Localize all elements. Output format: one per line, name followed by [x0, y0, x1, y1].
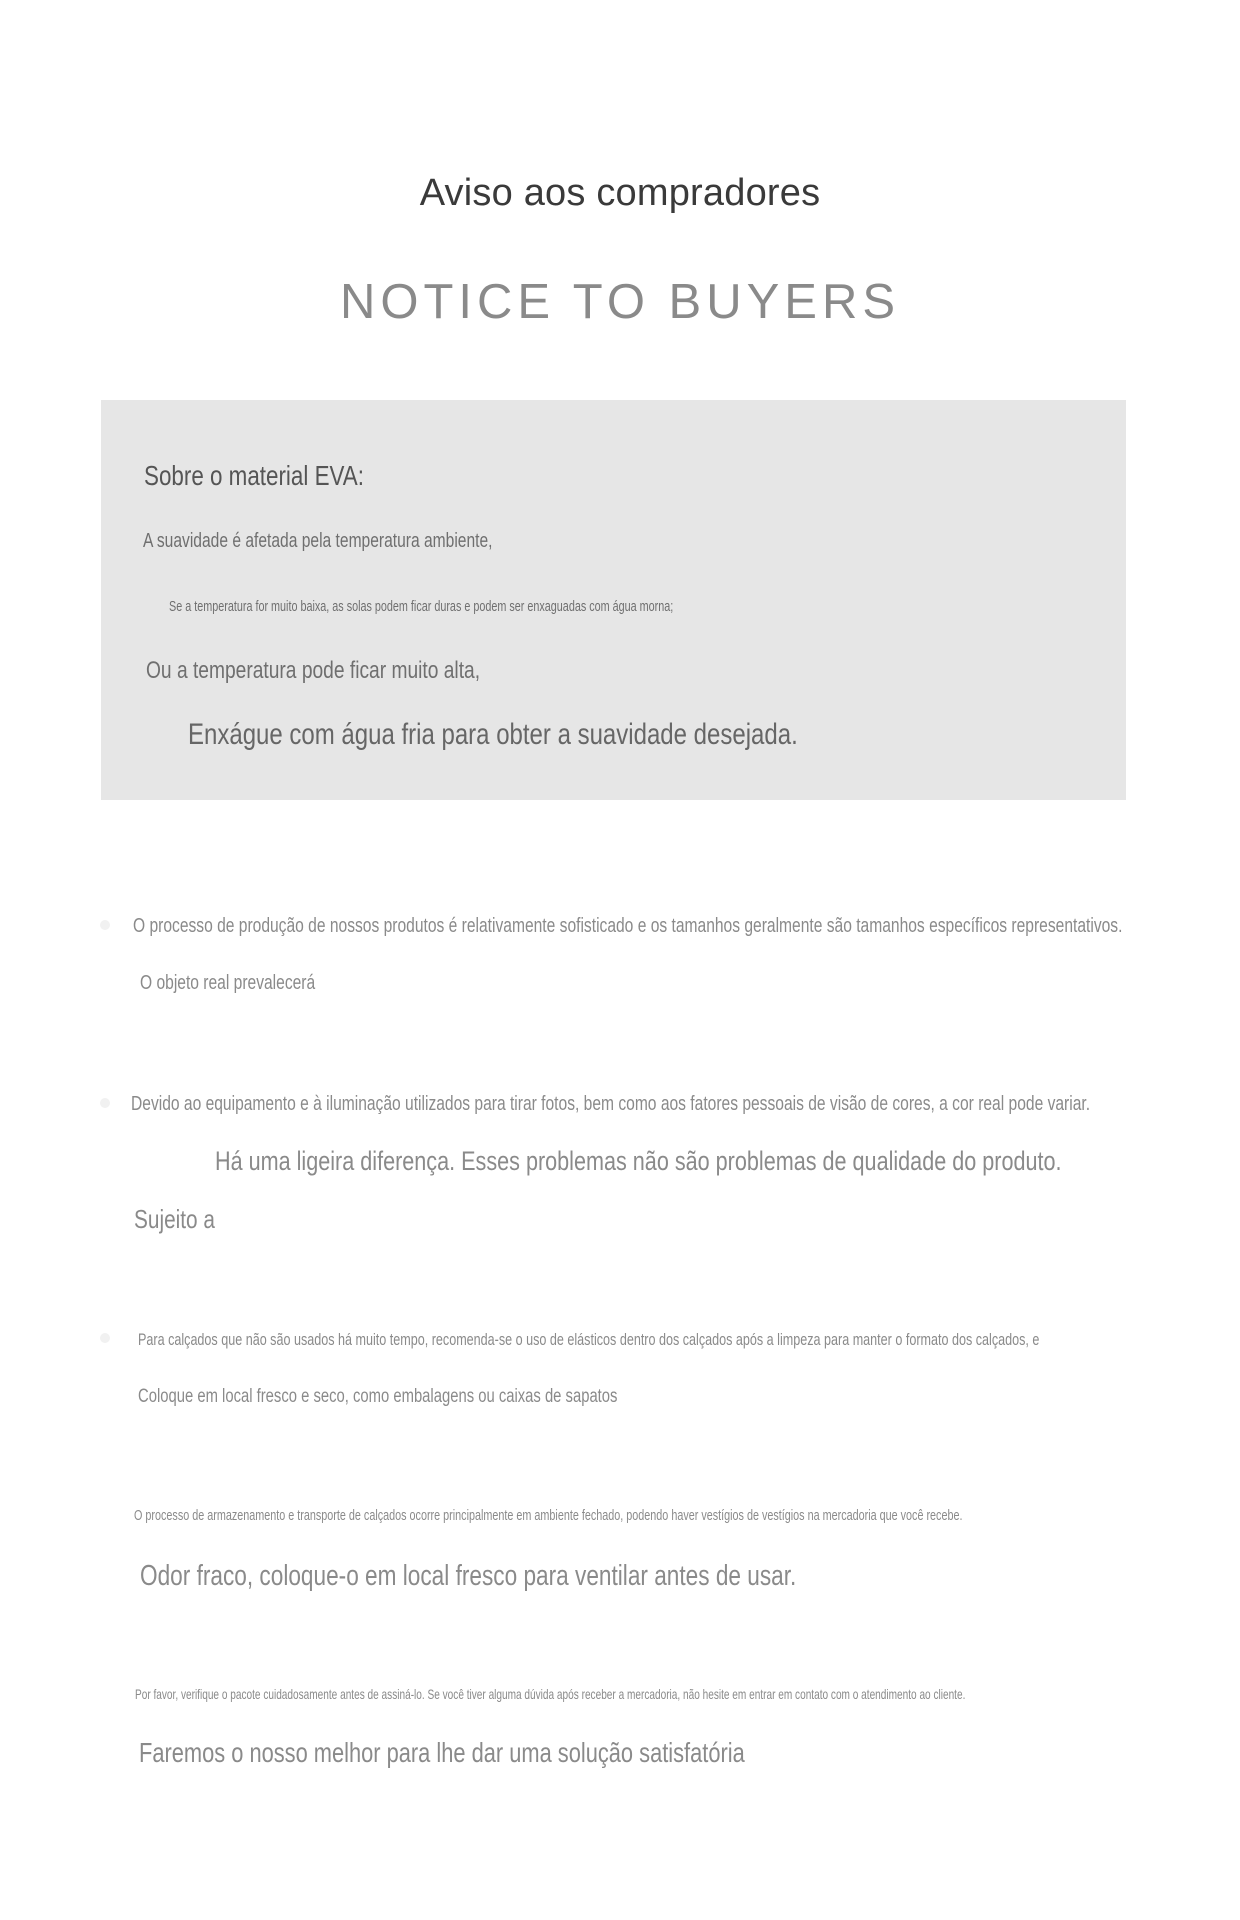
page-subtitle-english: NOTICE TO BUYERS [339, 275, 901, 329]
note-bullet [100, 920, 110, 930]
note-4-line-2: Odor fraco, coloque-o em local fresco para ventilar antes de usar. [140, 1560, 797, 1592]
note-2-line-2: Há uma ligeira diferença. Esses problemas não são problemas de qualidade do produto. [215, 1146, 1062, 1176]
note-2-line-3: Sujeito a [134, 1204, 215, 1234]
eva-line-4: Enxágue com água fria para obter a suavidade desejada. [188, 718, 798, 751]
eva-line-3: Ou a temperatura pode ficar muito alta, [146, 657, 481, 684]
note-4-line-1: O processo de armazenamento e transporte de calçados ocorre principalmente em ambiente fechado, podendo haver vestígios de vestígios na mercadoria que você recebe. [134, 1507, 963, 1524]
note-3-line-1: Para calçados que não são usados há muito tempo, recomenda-se o uso de elásticos dentro dos calçados após a limpeza para manter o formato dos calçados, e [138, 1330, 1040, 1349]
note-5-line-2: Faremos o nosso melhor para lhe dar uma solução satisfatória [139, 1737, 745, 1768]
note-bullet [100, 1333, 110, 1343]
eva-line-1: A suavidade é afetada pela temperatura ambiente, [143, 530, 493, 552]
note-3-line-2: Coloque em local fresco e seco, como embalagens ou caixas de sapatos [138, 1386, 618, 1407]
note-1-line-1: O processo de produção de nossos produtos é relativamente sofisticado e os tamanhos geralmente são tamanhos específicos representativos. [133, 915, 1123, 937]
note-2-line-1: Devido ao equipamento e à iluminação utilizados para tirar fotos, bem como aos fatores pessoais de visão de cores, a cor real pode variar. [131, 1093, 1091, 1115]
page-title: Aviso aos compradores [419, 172, 821, 214]
eva-line-2: Se a temperatura for muito baixa, as solas podem ficar duras e podem ser enxaguadas com água morna; [169, 598, 674, 615]
note-bullet [100, 1098, 110, 1108]
note-1-line-2: O objeto real prevalecerá [140, 972, 316, 994]
eva-heading: Sobre o material EVA: [144, 460, 364, 491]
note-5-line-1: Por favor, verifique o pacote cuidadosamente antes de assiná-lo. Se você tiver alguma dúvida após receber a mercadoria, não hesite em entrar em contato com o atendimento ao cliente. [135, 1686, 966, 1702]
